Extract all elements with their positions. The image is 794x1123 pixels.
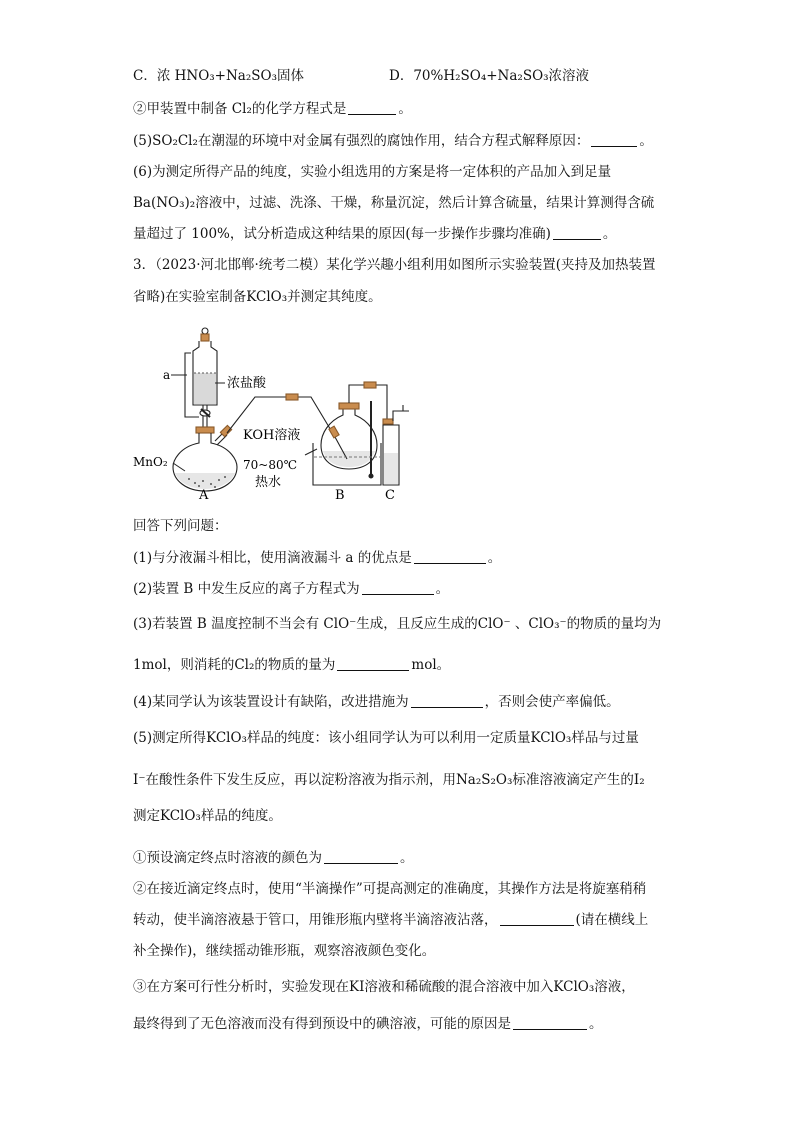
q3-part-5-item-3-line2-text: 最终得到了无色溶液而没有得到预设中的碘溶液，可能的原因是: [133, 1016, 511, 1032]
answer-blank: [324, 849, 398, 864]
q2-item-2-end: 。: [398, 101, 412, 117]
q2-part-6-line2: Ba(NO₃)₂溶液中，过滤、洗涤、干燥，称量沉淀，然后计算含硫量，结果计算测得含硫: [133, 195, 655, 211]
option-d: D．70%H₂SO₄+Na₂SO₃浓溶液: [389, 68, 590, 84]
answer-blank: [411, 693, 483, 708]
q2-part-5-end: 。: [639, 133, 653, 149]
stopper-knob: [202, 328, 208, 334]
label-A: A: [199, 488, 209, 503]
answer-blank: [553, 225, 601, 240]
q3-stem-line1: 3．（2023·河北邯郸·统考二模）某化学兴趣小组利用如图所示实验装置(夹持及加热装置: [133, 257, 656, 273]
q3-part-1-end: 。: [487, 550, 502, 566]
answer-blank: [591, 132, 637, 147]
label-a: a: [163, 368, 171, 382]
answer-blank: [414, 549, 486, 564]
answer-blank: [337, 656, 409, 671]
q3-part-5-item-3-end: 。: [589, 1016, 603, 1032]
q3-part-5-item-2-line1: ②在接近滴定终点时，使用“半滴操作”可提高测定的准确度，其操作方法是将旋塞稍稍: [133, 881, 647, 897]
q3-part-5-item-3-line1: ③在方案可行性分析时，实验发现在KI溶液和稀硫酸的混合溶液中加入KClO₃溶液，: [133, 979, 635, 995]
q3-part-4: [133, 693, 620, 711]
q3-part-5-item-1: [133, 849, 414, 867]
q2-item-2-text: ②甲装置中制备 Cl₂的化学方程式是: [133, 101, 347, 117]
q2-part-6-end: 。: [602, 226, 617, 242]
label-mno2: MnO₂: [133, 455, 168, 469]
label-C: C: [385, 488, 395, 503]
q3-part-5-item-2-line3: 补全操作)，继续摇动锥形瓶，观察溶液颜色变化。: [133, 943, 436, 959]
q3-part-5-item-2-line2-end: (请在横线上: [575, 912, 649, 928]
stopper: [201, 334, 209, 341]
q3-part-5-item-1-text: ①预设滴定终点时溶液的颜色为: [133, 850, 322, 866]
answer-intro: 回答下列问题：: [133, 518, 228, 534]
q2-part-5-text: (5)SO₂Cl₂在潮湿的环境中对金属有强烈的腐蚀作用，结合方程式解释原因：: [133, 133, 590, 149]
q3-part-5-line3: 测定KClO₃样品的纯度。: [133, 808, 282, 824]
label-temp: 70~80℃: [243, 458, 298, 472]
q3-part-3-line2-text: 1mol，则消耗的Cl₂的物质的量为: [133, 657, 336, 673]
apparatus-figure: [133, 325, 413, 505]
answer-blank: [348, 100, 396, 115]
q3-part-1-text: (1)与分液漏斗相比，使用滴液漏斗 a 的优点是: [133, 550, 412, 566]
q2-part-5: [133, 132, 653, 150]
q3-part-2: [133, 580, 449, 598]
q2-part-6-line3: [133, 225, 616, 243]
option-c: C．浓 HNO₃+Na₂SO₃固体: [133, 68, 304, 84]
q3-part-3-unit: mol。: [411, 657, 451, 673]
answer-blank: [500, 911, 574, 926]
q3-part-5-item-2-line2-text: 转动，使半滴溶液悬于管口，用锥形瓶内壁将半滴溶液沾落，: [133, 912, 498, 928]
q3-part-1: [133, 549, 501, 567]
q3-part-5-item-3-line2: [133, 1015, 603, 1033]
q3-part-4-text: (4)某同学认为该装置设计有缺陷，改进措施为: [133, 694, 409, 710]
flask-a-stopper: [196, 427, 214, 433]
answer-blank: [513, 1015, 587, 1030]
answer-blank: [362, 580, 434, 595]
q3-part-5-line1: (5)测定所得KClO₃样品的纯度：该小组同学认为可以利用一定质量KClO₃样品与过量: [133, 730, 639, 746]
q3-part-2-end: 。: [435, 581, 450, 597]
q3-stem-line2: 省略)在实验室制备KClO₃并测定其纯度。: [133, 289, 382, 305]
q2-part-6-line1: (6)为测定所得产品的纯度，实验小组选用的方案是将一定体积的产品加入到足量: [133, 164, 612, 180]
q3-part-5-item-1-end: 。: [400, 850, 414, 866]
q3-part-5-line2: I⁻在酸性条件下发生反应，再以淀粉溶液为指示剂，用Na₂S₂O₃标准溶液滴定产生的I₂: [133, 772, 645, 788]
label-hcl: 浓盐酸: [227, 376, 267, 391]
q3-part-3-line1: (3)若装置 B 温度控制不当会有 ClO⁻生成，且反应生成的ClO⁻ 、ClO₃⁻的物质的量均为: [133, 616, 662, 632]
q3-part-3-line2: [133, 656, 450, 674]
q2-item-2: [133, 100, 412, 118]
label-koh: KOH溶液: [243, 428, 301, 443]
q3-part-5-item-2-line2: [133, 911, 648, 929]
label-B: B: [335, 488, 345, 503]
q3-part-4-end: ，否则会使产率偏低。: [484, 694, 620, 710]
q2-part-6-line3-text: 量超过了 100%，试分析造成这种结果的原因(每一步操作步骤均准确): [133, 226, 551, 242]
label-water: 热水: [255, 475, 282, 490]
tube-joint: [286, 394, 298, 400]
q3-part-2-text: (2)装置 B 中发生反应的离子方程式为: [133, 581, 360, 597]
